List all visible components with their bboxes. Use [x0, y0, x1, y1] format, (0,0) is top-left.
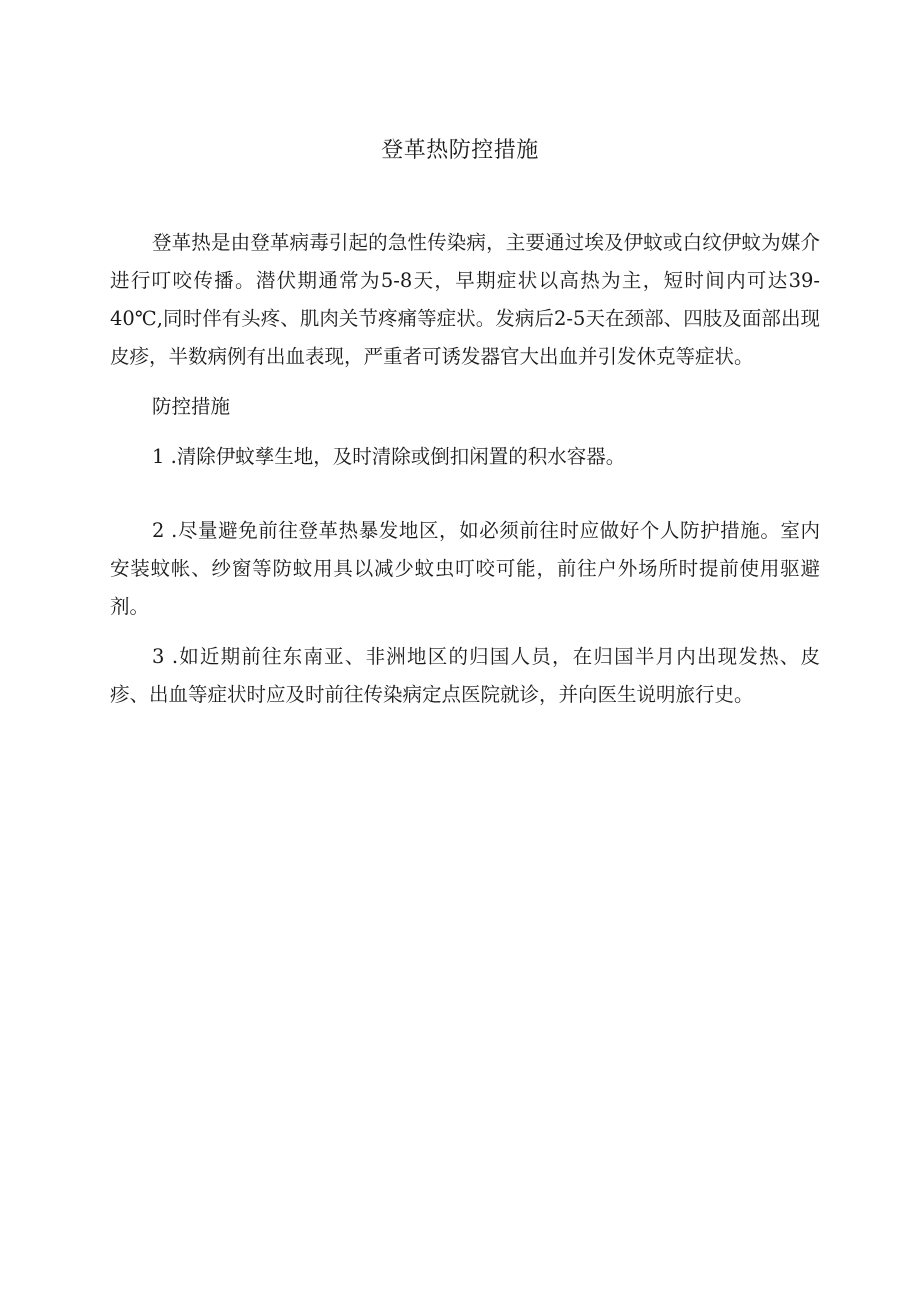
section-heading: 防控措施: [152, 395, 231, 418]
document-title: 登革热防控措施: [381, 138, 539, 163]
measure-item-1: 1 .清除伊蚊孳生地，及时清除或倒扣闲置的积水容器。: [152, 445, 626, 468]
measure-item-2: 2 .尽量避免前往登革热暴发地区，如必须前往时应做好个人防护措施。室内安装蚊帐、纱窗等防蚊用具以减少蚊虫叮咬可能，前往户外场所时提前使用驱避剂。: [110, 519, 820, 618]
measure-item-3: 3 .如近期前往东南亚、非洲地区的归国人员，在归国半月内出现发热、皮疹、出血等症状时应及时前往传染病定点医院就诊，并向医生说明旅行史。: [110, 645, 820, 706]
intro-paragraph: 登革热是由登革病毒引起的急性传染病，主要通过埃及伊蚊或白纹伊蚊为媒介进行叮咬传播。潜伏期通常为5-8天，早期症状以高热为主，短时间内可达39-40℃,同时伴有头疼、肌肉关节疼痛等症状。发病后2-5天在颈部、四肢及面部出现皮疹，半数病例有出血表现，严重者可诱发器官大出血并引发休克等症状。: [110, 231, 820, 368]
document-body: [110, 224, 820, 714]
